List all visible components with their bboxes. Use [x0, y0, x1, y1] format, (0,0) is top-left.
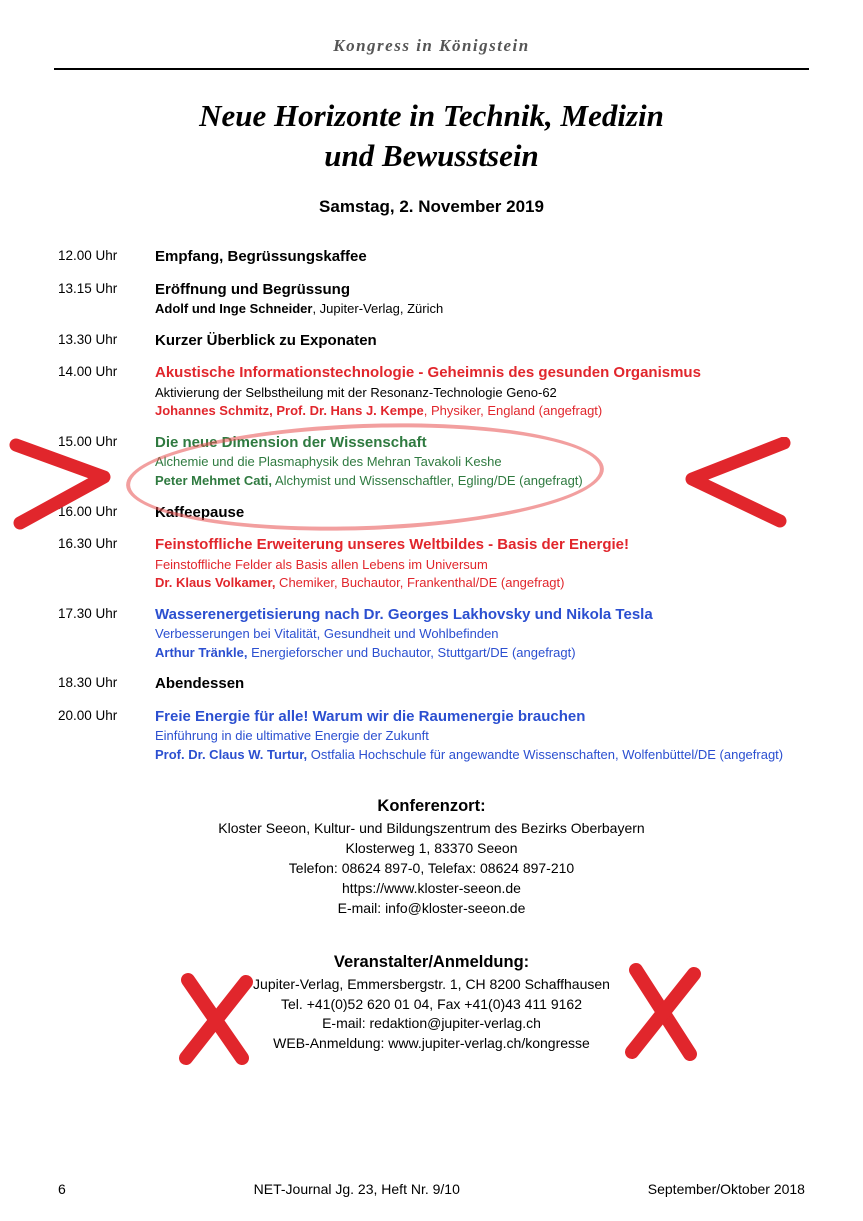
row-title: Die neue Dimension der Wissenschaft: [155, 433, 427, 451]
programme-row: [58, 535, 803, 592]
row-subtitle: Alchemie und die Plasmaphysik des Mehran Tavakoli Keshe: [155, 454, 502, 470]
page-title: [0, 96, 863, 175]
row-speaker-name: Dr. Klaus Volkamer,: [155, 575, 276, 591]
running-head: Kongress in Königstein: [333, 36, 530, 55]
row-speaker-name: Peter Mehmet Cati,: [155, 473, 273, 489]
organiser-web-registration[interactable]: WEB-Anmeldung: www.jupiter-verlag.ch/kongresse: [273, 1035, 590, 1052]
row-title: Wasserenergetisierung nach Dr. Georges Lakhovsky und Nikola Tesla: [155, 605, 653, 623]
row-speaker: [155, 574, 803, 592]
programme-row-highlighted: [58, 433, 803, 490]
row-time: 14.00 Uhr: [58, 364, 118, 380]
row-entry: [155, 707, 803, 764]
venue-block: [0, 797, 863, 918]
organiser-heading: Veranstalter/Anmeldung:: [333, 952, 530, 971]
row-time: 12.00 Uhr: [58, 248, 118, 264]
programme-row: [58, 280, 803, 318]
row-subtitle: Verbesserungen bei Vitalität, Gesundheit und Wohlbefinden: [155, 626, 499, 642]
venue-line: Telefon: 08624 897-0, Telefax: 08624 897-210: [288, 860, 575, 877]
row-title: Freie Energie für alle! Warum wir die Raumenergie brauchen: [155, 707, 586, 725]
row-time: 15.00 Uhr: [58, 433, 118, 449]
row-speaker: [155, 300, 803, 318]
programme-row: [58, 707, 803, 764]
organiser-address: Jupiter-Verlag, Emmersbergstr. 1, CH 8200 Schaffhausen: [253, 975, 610, 992]
event-date: Samstag, 2. November 2019: [319, 197, 544, 217]
programme-row: [58, 503, 803, 523]
row-entry: [155, 433, 803, 490]
row-entry: [155, 247, 803, 267]
programme-list: [0, 247, 863, 763]
row-speaker-detail: , Jupiter-Verlag, Zürich: [312, 301, 444, 317]
row-speaker-detail: Ostfalia Hochschule für angewandte Wissenschaften, Wolfenbüttel/DE (angefragt): [307, 746, 784, 762]
row-time: 17.30 Uhr: [58, 605, 118, 621]
row-entry: [155, 535, 803, 592]
row-speaker-name: Arthur Tränkle,: [155, 644, 248, 660]
row-title: Kurzer Überblick zu Exponaten: [155, 331, 377, 349]
row-time: 16.00 Uhr: [58, 503, 118, 519]
row-entry: [155, 605, 803, 662]
row-entry: [155, 674, 803, 694]
organiser-phone: Tel. +41(0)52 620 01 04, Fax +41(0)43 411 9162: [281, 995, 582, 1012]
row-speaker: [155, 644, 803, 662]
row-entry: [155, 331, 803, 351]
row-time: 18.30 Uhr: [58, 675, 118, 691]
row-subtitle: Einführung in die ultimative Energie der Zukunft: [155, 728, 429, 744]
title-line-2: und Bewusstsein: [324, 137, 539, 173]
footer-journal-info: NET-Journal Jg. 23, Heft Nr. 9/10: [253, 1181, 460, 1197]
venue-line: Kloster Seeon, Kultur- und Bildungszentrum des Bezirks Oberbayern: [218, 820, 645, 837]
venue-email[interactable]: E-mail: info@kloster-seeon.de: [337, 899, 526, 916]
row-speaker-detail: Alchymist und Wissenschaftler, Egling/DE (angefragt): [272, 473, 583, 489]
header-rule: [54, 68, 809, 70]
row-speaker-name: Johannes Schmitz, Prof. Dr. Hans J. Kempe: [155, 403, 424, 419]
row-speaker: [155, 746, 803, 764]
row-title: Empfang, Begrüssungskaffee: [155, 248, 367, 266]
row-speaker-name: Adolf und Inge Schneider: [155, 301, 313, 317]
row-speaker-detail: Chemiker, Buchautor, Frankenthal/DE (angefragt): [275, 575, 565, 591]
footer-issue-date: September/Oktober 2018: [647, 1181, 805, 1197]
programme-row: [58, 331, 803, 351]
row-title: Feinstoffliche Erweiterung unseres Weltbildes - Basis der Energie!: [155, 536, 630, 554]
row-speaker-detail: Energieforscher und Buchautor, Stuttgart/DE (angefragt): [247, 644, 576, 660]
programme-row: [58, 674, 803, 694]
row-subtitle: Aktivierung der Selbstheilung mit der Resonanz-Technologie Geno-62: [155, 384, 557, 400]
venue-website[interactable]: https://www.kloster-seeon.de: [342, 879, 521, 896]
programme-row: [58, 605, 803, 662]
row-speaker-name: Prof. Dr. Claus W. Turtur,: [155, 746, 308, 762]
row-time: 20.00 Uhr: [58, 707, 118, 723]
venue-line: Klosterweg 1, 83370 Seeon: [345, 840, 518, 857]
row-time: 13.30 Uhr: [58, 331, 118, 347]
venue-heading: Konferenzort:: [377, 797, 486, 816]
page-footer: [0, 1181, 863, 1197]
row-entry: [155, 280, 803, 318]
programme-row: [58, 247, 803, 267]
row-title: Abendessen: [155, 675, 245, 693]
row-time: 16.30 Uhr: [58, 536, 118, 552]
page-number: 6: [58, 1181, 66, 1197]
organiser-block: [0, 953, 863, 1055]
row-title: Akustische Informationstechnologie - Geheimnis des gesunden Organismus: [155, 364, 701, 382]
row-speaker: [155, 472, 803, 490]
programme-row: [58, 363, 803, 420]
title-line-1: Neue Horizonte in Technik, Medizin: [199, 98, 664, 133]
organiser-email[interactable]: E-mail: redaktion@jupiter-verlag.ch: [322, 1015, 541, 1032]
row-subtitle: Feinstoffliche Felder als Basis allen Lebens im Universum: [155, 556, 488, 572]
row-speaker: [155, 402, 803, 420]
row-title: Kaffeepause: [155, 503, 245, 521]
row-entry: [155, 503, 803, 523]
row-time: 13.15 Uhr: [58, 280, 118, 296]
row-title: Eröffnung und Begrüssung: [155, 280, 350, 298]
row-speaker-detail: , Physiker, England (angefragt): [423, 403, 603, 419]
row-entry: [155, 363, 803, 420]
